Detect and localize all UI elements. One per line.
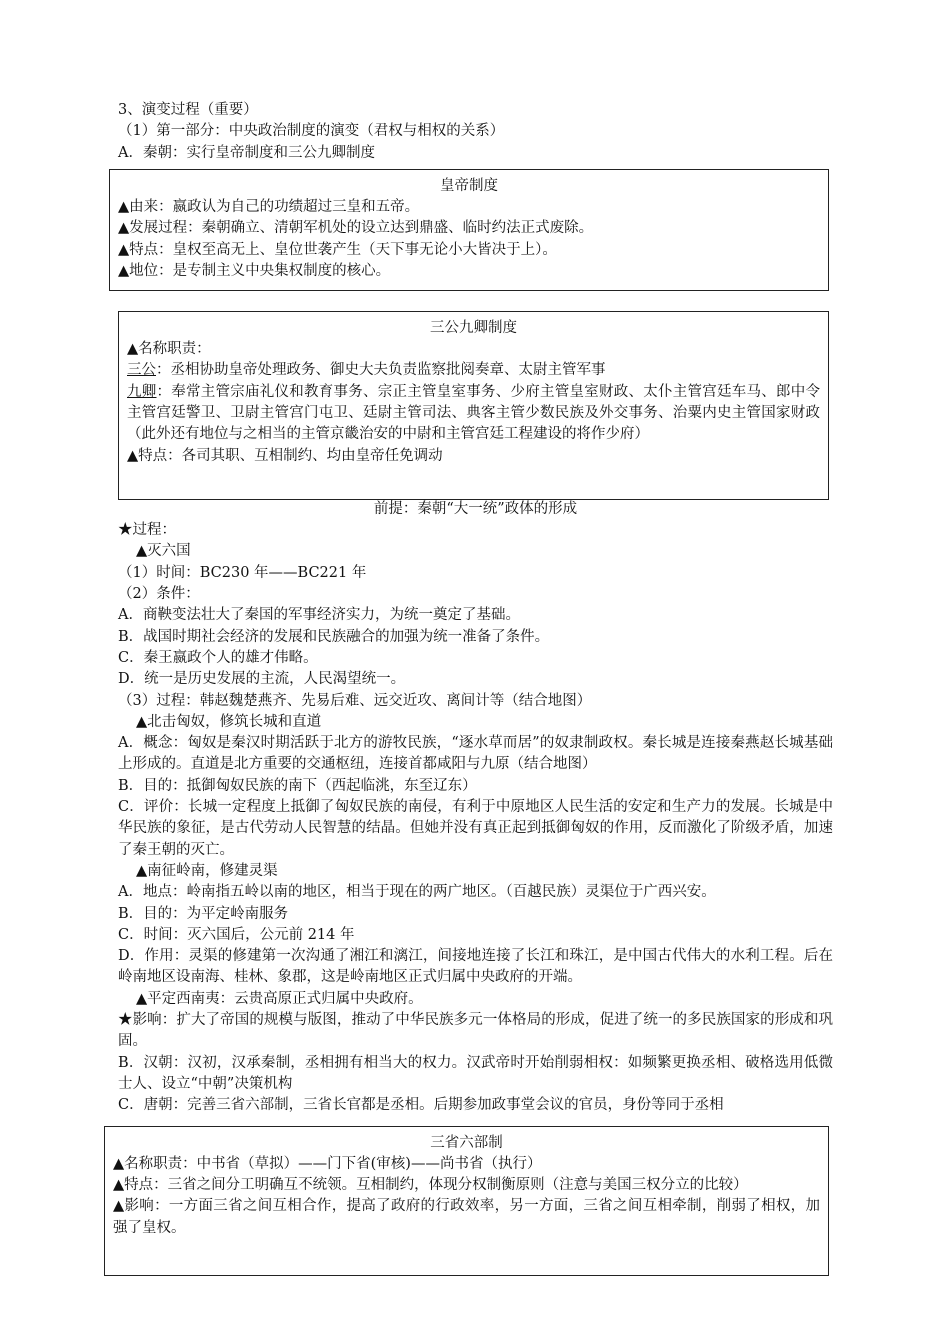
lingnan-location: A．地点：岭南指五岭以南的地区，相当于现在的两广地区。（百越民族）灵渠位于广西兴安。	[118, 884, 716, 901]
conditions-title: （2）条件：	[118, 586, 200, 603]
condition-c: C．秦王嬴政个人的雄才伟略。	[118, 649, 318, 666]
lingnan-title: ▲南征岭南，修建灵渠	[136, 862, 278, 879]
condition-b: B．战国时期社会经济的发展和民族融合的加强为统一准备了条件。	[118, 628, 550, 645]
conquest-title: ▲灭六国	[136, 543, 191, 560]
section-title: 3、演变过程（重要）	[118, 102, 258, 118]
sangong-jiuqing-box	[118, 311, 829, 500]
sangong-name-heading: ▲名称职责：	[127, 341, 211, 358]
unification-impact: ★影响：扩大了帝国的规模与版图，推动了中华民族多元一体格局的形成，促进了统一的多民族国家的形成和巩固。	[118, 1012, 833, 1050]
lingnan-time: C．时间：灭六国后，公元前 214 年	[118, 926, 355, 943]
tang-dynasty: C．唐朝：完善三省六部制，三省长官都是丞相。后期参加政事堂会议的官员，身份等同于丞相	[118, 1097, 724, 1114]
emperor-development: ▲发展过程：秦朝确立、清朝军机处的设立达到鼎盛、临时约法正式废除。	[118, 220, 594, 237]
sangong-feature: ▲特点：各司其职、互相制约、均由皇帝任免调动	[127, 447, 443, 464]
emperor-feature: ▲特点：皇权至高无上、皇位世袭产生（天下事无论小大皆决于上）。	[118, 241, 557, 258]
condition-a: A．商鞅变法壮大了秦国的军事经济实力，为统一奠定了基础。	[118, 607, 520, 624]
emperor-origin: ▲由来：嬴政认为自己的功绩超过三皇和五帝。	[118, 199, 420, 216]
document-page	[113, 100, 833, 1276]
lingnan-purpose: B．目的：为平定岭南服务	[118, 905, 289, 922]
process-title: ★过程：	[118, 522, 176, 539]
emperor-status: ▲地位：是专制主义中央集权制度的核心。	[118, 263, 391, 280]
sansheng-impact: ▲影响：一方面三省之间互相合作，提高了政府的行政效率，另一方面，三省之间互相牵制，削弱了相权，加强了皇权。	[113, 1198, 820, 1236]
sangong-line	[127, 360, 820, 381]
jiuqing-paragraph	[127, 382, 820, 446]
sangong-label: 三公	[127, 362, 156, 379]
xiongnu-evaluation: C．评价：长城一定程度上抵御了匈奴民族的南侵，有利于中原地区人民生活的安定和生产力的发展。长城是中华民族的象征，是古代劳动人民智慧的结晶。但她并没有真正起到抵御匈奴的作用，反而激化了阶级矛盾，加速了秦王朝的灭亡。	[118, 799, 833, 858]
xiongnu-title: ▲北击匈奴，修筑长城和直道	[136, 713, 322, 730]
lingnan-function: D．作用：灵渠的修建第一次沟通了湘江和漓江，间接地连接了长江和珠江，是中国古代伟大的水利工程。后在岭南地区设南海、桂林、象郡，这是岭南地区正式归属中央政府的开端。	[118, 948, 833, 986]
sangong-box-title: 三公九卿制度	[430, 319, 517, 336]
sangong-text: ：丞相协助皇帝处理政务、御史大夫负责监察批阅奏章、太尉主管军事	[156, 362, 606, 379]
sansheng-feature: ▲特点：三省之间分工明确互不统领。互相制约，体现分权制衡原则（注意与美国三权分立的比较）	[113, 1177, 748, 1194]
jiuqing-text: ：奉常主管宗庙礼仪和教育事务、宗正主管皇室事务、少府主管皇室财政、太仆主管宫廷车马、郎中令主管宫廷警卫、卫尉主管宫门屯卫、廷尉主管司法、典客主管少数民族及外交事务、治粟内史主管国家财政（此外还有地位与之相当的主管京畿治安的中尉和主管宫廷工程建设的将作少府）	[127, 383, 820, 443]
sansheng-names: ▲名称职责：中书省（草拟）——门下省(审核)——尚书省（执行）	[113, 1155, 542, 1172]
conquest-time: （1）时间：BC230 年——BC221 年	[118, 564, 367, 581]
emperor-box-title: 皇帝制度	[440, 177, 498, 194]
conquest-process: （3）过程：韩赵魏楚燕齐、先易后难、远交近攻、离间计等（结合地图）	[118, 692, 592, 709]
emperor-system-box	[109, 169, 829, 291]
xiongnu-concept: A．概念：匈奴是秦汉时期活跃于北方的游牧民族，“逐水草而居”的奴隶制政权。秦长城是连接秦燕赵长城基础上形成的。直道是北方重要的交通枢纽，连接首都咸阳与九原（结合地图）	[118, 735, 833, 773]
premise-title: 前提：秦朝“大一统”政体的形成	[373, 500, 578, 517]
qin-dynasty-heading: A．秦朝：实行皇帝制度和三公九卿制度	[118, 144, 375, 161]
southwest-title: ▲平定西南夷：云贵高原正式归属中央政府。	[136, 990, 423, 1007]
xiongnu-purpose: B．目的：抵御匈奴民族的南下（西起临洮，东至辽东）	[118, 777, 477, 794]
part1-title: （1）第一部分：中央政治制度的演变（君权与相权的关系）	[118, 123, 505, 140]
sansheng-box-title: 三省六部制	[430, 1134, 503, 1151]
jiuqing-label: 九卿	[127, 383, 157, 400]
han-dynasty: B．汉朝：汉初，汉承秦制，丞相拥有相当大的权力。汉武帝时开始削弱相权：如频繁更换丞相、破格选用低微士人、设立“中朝”决策机构	[118, 1054, 833, 1092]
sansheng-liubu-box	[104, 1126, 829, 1276]
condition-d: D．统一是历史发展的主流，人民渴望统一。	[118, 671, 406, 688]
